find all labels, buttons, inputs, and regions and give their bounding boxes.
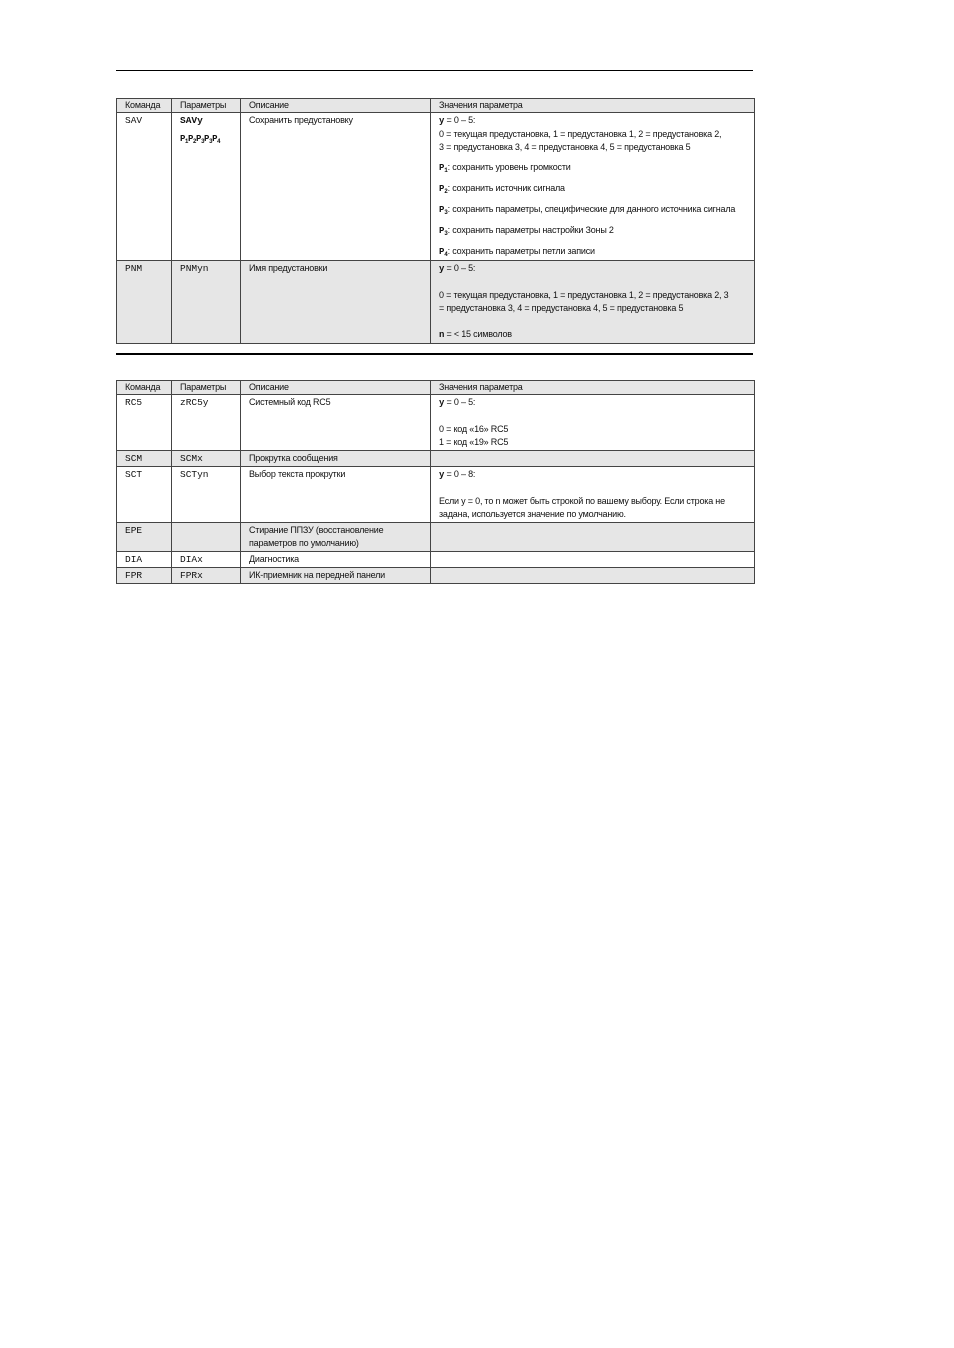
command-cell: EPE [117,523,172,552]
header-description: Описание [241,99,431,113]
values-cell [431,552,755,568]
value-line: 0 = текущая предустановка, 1 = предустановка 1, 2 = предустановка 2, 3 [439,290,729,300]
value-line: = предустановка 3, 4 = предустановка 4, 5 = предустановка 5 [439,303,684,313]
table-row-rc5 [117,395,755,451]
value-line: 1 = код «19» RC5 [439,437,509,447]
description-cell: Системный код RC5 [241,395,431,451]
value-line: $P_3$: сохранить параметры, специфические для данного источника сигнала [439,204,736,216]
values-cell [431,261,755,344]
header-description: Описание [241,381,431,395]
parameter-cell: SCTyn [172,467,241,523]
value-line: $P_1$: сохранить уровень громкости [439,162,571,174]
table-row-sav [117,113,755,261]
command-cell: SCM [117,451,172,467]
parameter-cell [172,113,241,261]
description-cell [241,523,431,552]
value-line: 0 = код «16» RC5 [439,424,509,434]
header-command: Команда [117,99,172,113]
value-line: 3 = предустановка 3, 4 = предустановка 4, 5 = предустановка 5 [439,142,691,152]
table-row-epe [117,523,755,552]
parameter-cell: zRC5y [172,395,241,451]
header-parameters: Параметры [172,381,241,395]
header-values: Значения параметра [431,99,755,113]
parameter-flags: $P_1P_2P_3P_3P_4$ [180,134,221,145]
command-cell: SCT [117,467,172,523]
table-row-fpr [117,568,755,584]
table-row-dia [117,552,755,568]
header-values: Значения параметра [431,381,755,395]
value-line: 0 = текущая предустановка, 1 = предустановка 1, 2 = предустановка 2, [439,129,722,139]
description-cell: Выбор текста прокрутки [241,467,431,523]
value-line: y = 0 – 5: [439,263,476,274]
value-line: $P_2$: сохранить источник сигнала [439,183,565,195]
parameter-cell: DIAx [172,552,241,568]
description-cell: Сохранить предустановку [241,113,431,261]
command-cell: SAV [117,113,172,261]
values-cell [431,395,755,451]
values-cell [431,467,755,523]
parameter-cell [172,523,241,552]
values-cell [431,523,755,552]
value-line: y = 0 – 5: [439,115,476,126]
header-command: Команда [117,381,172,395]
description-line: Стирание ППЗУ (восстановление [249,525,384,535]
description-cell: Прокрутка сообщения [241,451,431,467]
command-cell: RC5 [117,395,172,451]
preset-command-table [116,98,755,344]
table-row-sct [117,467,755,523]
table-row-pnm [117,261,755,344]
value-line: y = 0 – 5: [439,397,476,408]
header-parameters: Параметры [172,99,241,113]
value-line: $P_3$: сохранить параметры настройки Зоны 2 [439,225,614,237]
value-line: Если y = 0, то n может быть строкой по вашему выбору. Если строка не [439,496,725,506]
value-line: y = 0 – 8: [439,469,476,480]
description-line: параметров по умолчанию) [249,538,359,548]
value-line: n = < 15 символов [439,329,512,340]
parameter-cell: SCMx [172,451,241,467]
parameter-cell: FPRx [172,568,241,584]
description-cell: ИК-приемник на передней панели [241,568,431,584]
system-command-table [116,380,755,584]
description-cell: Диагностика [241,552,431,568]
command-cell: FPR [117,568,172,584]
table-header-row [117,381,755,395]
table-header-row [117,99,755,113]
parameter-syntax: SAVy [180,115,203,126]
value-line: задана, используется значение по умолчанию. [439,509,626,519]
command-cell: DIA [117,552,172,568]
values-cell [431,451,755,467]
top-rule [116,70,753,71]
section-rule [116,353,753,355]
values-cell [431,568,755,584]
parameter-cell: PNMyn [172,261,241,344]
description-cell: Имя предустановки [241,261,431,344]
value-line: $P_4$: сохранить параметры петли записи [439,246,595,258]
table-row-scm [117,451,755,467]
command-cell: PNM [117,261,172,344]
values-cell [431,113,755,261]
